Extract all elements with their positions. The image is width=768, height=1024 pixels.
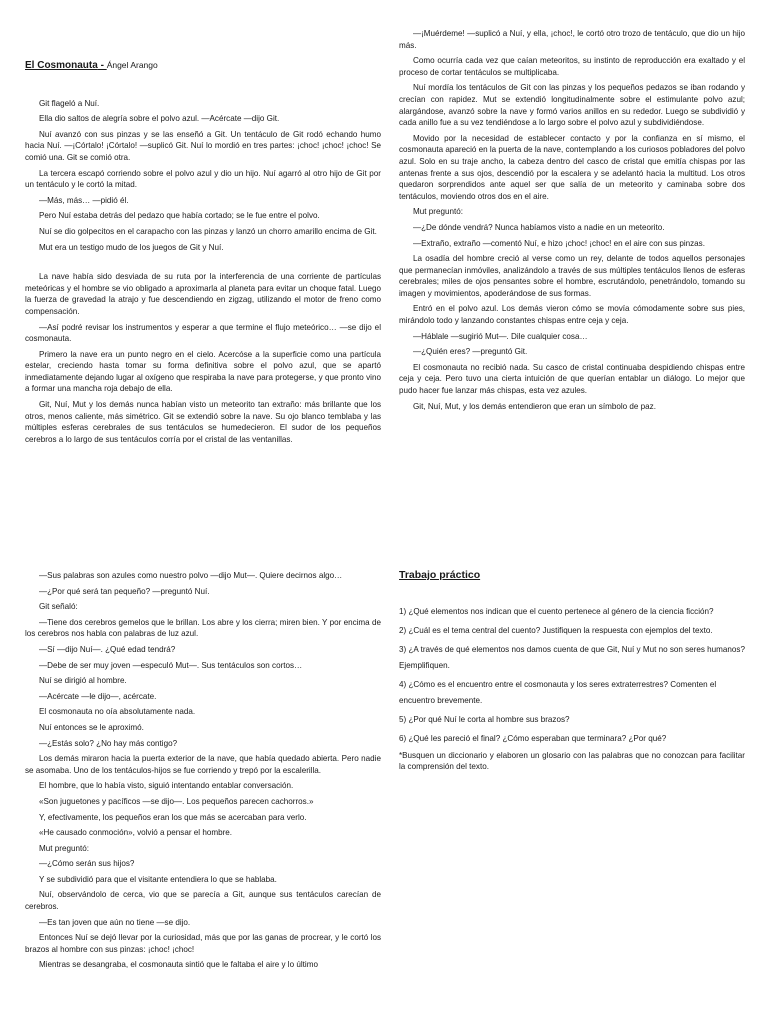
question-item: 4) ¿Cómo es el encuentro entre el cosmonauta y los seres extraterrestres? Comenten el encuentro brevemente. — [399, 679, 717, 705]
paragraph: El cosmonauta no recibió nada. Su casco de cristal continuaba despidiendo chispas entre ceja y ceja. Pero tuvo una cierta intuición de que querían entablar un diálogo. Lo mejor que pudo hacer fue lanzar más chispas, esta vez azules. — [399, 362, 745, 396]
paragraph: —Tiene dos cerebros gemelos que le brillan. Los abre y los cierra; miren bien. Y por encima de los cerebros nos habla con palabras de luz azul. — [25, 617, 381, 639]
question-item: 2) ¿Cuál es el tema central del cuento? Justifiquen la respuesta con ejemplos del texto. — [399, 625, 713, 635]
paragraph: —¿Quién eres? —preguntó Git. — [413, 347, 528, 357]
title-line — [25, 60, 381, 72]
paragraph: Git, Nuí, Mut, y los demás entendieron que eran un símbolo de paz. — [413, 401, 656, 411]
story-column-top-left — [25, 60, 381, 449]
practice-section — [399, 570, 745, 777]
paragraph: Movido por la necesidad de establecer contacto y por la confianza en sí mismo, el cosmonauta apareció en la puerta de la nave, contemplando a los curiosos pobladores del polvo azul. Solo en su traje ancho, la cabeza dentro del casco de cristal que emitía chispas por las antenas frente a sus ojos, descendió por la escalera y se adelantó hacia la multitud. Los otros quedaron sorprendidos ante aquel ser que salía de un meteorito y caminaba sobre dos tentáculos, moviendo otros dos en el aire. — [399, 133, 746, 201]
paragraph: Git, Nuí, Mut y los demás nunca habían visto un meteorito tan extraño: más brillante que los otros, menos caliente, más simétrico. Git se extendió sobre la nave. Su ojo blanco temblaba y las múltiples esferas cerebrales de sus tentáculos se humedecieron. El sudor de los pequeños cerebros a lo largo de sus tentáculos corría por el cristal de las ventanillas. — [25, 400, 381, 444]
paragraph: Nuí avanzó con sus pinzas y se las enseñó a Git. Un tentáculo de Git rodó echando humo hacia Nuí. —¡Córtalo! ¡Córtalo! —suplicó Git. Nuí lo mordió en tres partes: ¡choc! ¡choc! ¡choc! Se comió una. Git se comió otra. — [25, 129, 381, 162]
paragraph: Primero la nave era un punto negro en el cielo. Acercóse a la superficie como una partícula estelar, creciendo hasta tomar su forma definitiva sobre el polvo azul, que se apartó inmediatamente dejando lugar al oxígeno que respiraba la nave para protegerse, y que pronto vino a formar una mancha roja debajo de ella. — [25, 349, 381, 394]
story-column-bottom-left — [25, 570, 381, 975]
paragraph: Entonces Nuí se dejó llevar por la curiosidad, más que por las ganas de procrear, y le cortó los brazos al hombre con sus pinzas: ¡choc! ¡choc! — [25, 933, 381, 954]
paragraph: Entró en el polvo azul. Los demás vieron cómo se movía cómodamente sobre sus pies, mirándolo todo y lanzando constantes chispas entre ceja y ceja. — [399, 304, 745, 326]
question-item: 6) ¿Qué les pareció el final? ¿Cómo esperaban que terminara? ¿Por qué? — [399, 733, 667, 743]
paragraph: Mut preguntó: — [413, 207, 463, 217]
paragraph: «Son juguetones y pacíficos —se dijo—. Los pequeños parecen cachorros.» — [39, 796, 314, 806]
question-item: 3) ¿A través de qué elementos nos damos cuenta de que Git, Nuí y Mut no son seres humanos? Ejemplifiquen. — [399, 644, 745, 670]
story-column-top-right — [399, 28, 745, 416]
paragraph: —¿Cómo serán sus hijos? — [39, 859, 135, 869]
paragraph: Y se subdividió para que el visitante entendiera lo que se hablaba. — [39, 874, 277, 884]
paragraph: La tercera escapó corriendo sobre el polvo azul y dio un hijo. Nuí agarró al otro hijo de Git por un tentáculo y le cortó la mitad. — [25, 168, 381, 190]
paragraph: —¡Muérdeme! —suplicó a Nuí, y ella, ¡choc!, le cortó otro trozo de tentáculo, que dio un hijo más. — [399, 29, 745, 50]
paragraph: Mut era un testigo mudo de los juegos de Git y Nuí. — [39, 242, 224, 252]
story-title: El Cosmonauta — [25, 60, 98, 71]
paragraph: Git flageló a Nuí. — [39, 98, 100, 108]
paragraph: Pero Nuí estaba detrás del pedazo que había cortado; se le fue entre el polvo. — [39, 211, 320, 221]
paragraph: El cosmonauta no oía absolutamente nada. — [39, 707, 196, 717]
paragraph: Y, efectivamente, los pequeños eran los que más se acercaban para verlo. — [39, 812, 307, 822]
paragraph: —¿Estás solo? ¿No hay más contigo? — [39, 738, 178, 748]
paragraph: —Sus palabras son azules como nuestro polvo —dijo Mut—. Quiere decirnos algo… — [39, 571, 343, 580]
paragraph: —¿De dónde vendrá? Nunca habíamos visto a nadie en un meteorito. — [413, 222, 665, 232]
paragraph: Los demás miraron hacia la puerta exterior de la nave, que había quedado abierta. Pero nadie se asomaba. Uno de los tentáculos-hijos se fue corriendo y trepó por la escalerilla. — [25, 754, 381, 775]
paragraph: —Acércate —le dijo—, acércate. — [39, 691, 157, 701]
glossary-note: *Busquen un diccionario y elaboren un glosario con las palabras que no conozcan para facilitar la comprensión del texto. — [399, 750, 745, 772]
paragraph: Ella dio saltos de alegría sobre el polvo azul. —Acércate —dijo Git. — [39, 114, 280, 124]
paragraph: La nave había sido desviada de su ruta por la interferencia de una corriente de partículas meteóricas y el hombre se vio obligado a aproximarla al planeta para evitar un choque fatal. Luego la fuerza de gravedad la atrajo y fue descendiendo en zigzag, utilizando el motor de freno como compensación. — [25, 272, 381, 316]
paragraph: «He causado conmoción», volvió a pensar el hombre. — [39, 828, 233, 838]
story-author: Ángel Arango — [106, 60, 158, 70]
paragraph: Nuí se dio golpecitos en el carapacho con las pinzas y lanzó un chorro amarillo encima de Git. — [39, 226, 377, 236]
paragraph: —Extraño, extraño —comentó Nuí, e hizo ¡choc! ¡choc! en el aire con sus pinzas. — [413, 238, 705, 248]
paragraph: —Debe de ser muy joven —especuló Mut—. Sus tentáculos son cortos… — [39, 660, 303, 670]
paragraph: —Así podré revisar los instrumentos y esperar a que termine el flujo meteórico… —se dijo el cosmonauta. — [25, 322, 381, 344]
paragraph: Nuí entonces se le aproximó. — [39, 722, 144, 732]
paragraph: La osadía del hombre creció al verse como un rey, delante de todos aquellos personajes que permanecían inmóviles, analizándolo a través de sus múltiples tentáculos llenos de esferas cerebrales; miles de ojos pensantes sobre el hombre, escrutándolo, penetrándolo, tomando su imagen y movimientos, apoderándose de sus formas. — [399, 254, 745, 298]
paragraph: Nuí mordía los tentáculos de Git con las pinzas y los pequeños pedazos se iban rodando y crecían con rapidez. Mut se extendió longitudinalmente sobre el estimulante polvo azul; alargándose, avanzó sobre la nave y formó varios anillos en su rededor. Luego se subdividió y cada anillo fue a su vez tendiéndose a lo largo sobre el polvo azul y subdividiéndose. — [399, 83, 745, 128]
paragraph: Como ocurría cada vez que caían meteoritos, su instinto de reproducción era exaltado y el proceso de cortar tentáculos se multiplicaba. — [399, 56, 745, 77]
question-list — [399, 604, 745, 747]
paragraph: —Sí —dijo Nuí—. ¿Qué edad tendrá? — [39, 644, 176, 654]
title-separator: - — [97, 60, 107, 71]
paragraph: —Háblale —sugirió Mut—. Dile cualquier cosa… — [413, 331, 588, 341]
question-item: 5) ¿Por qué Nuí le corta al hombre sus brazos? — [399, 714, 570, 724]
paragraph: Nuí se dirigió al hombre. — [39, 676, 127, 686]
paragraph: Git señaló: — [39, 602, 78, 612]
paragraph: —Es tan joven que aún no tiene —se dijo. — [39, 917, 191, 927]
question-item: 1) ¿Qué elementos nos indican que el cuento pertenece al género de la ciencia ficción? — [399, 606, 714, 616]
paragraph: Mientras se desangraba, el cosmonauta sintió que le faltaba el aire y lo último — [39, 960, 318, 970]
paragraph: —¿Por qué será tan pequeño? —preguntó Nuí. — [39, 586, 210, 596]
paragraph: Mut preguntó: — [39, 843, 89, 853]
paragraph: Nuí, observándolo de cerca, vio que se parecía a Git, aunque sus tentáculos carecían de cerebros. — [25, 890, 381, 912]
paragraph: —Más, más… —pidió él. — [39, 195, 129, 205]
paragraph: El hombre, que lo había visto, siguió intentando entablar conversación. — [39, 781, 294, 791]
practice-heading: Trabajo práctico — [399, 569, 481, 581]
